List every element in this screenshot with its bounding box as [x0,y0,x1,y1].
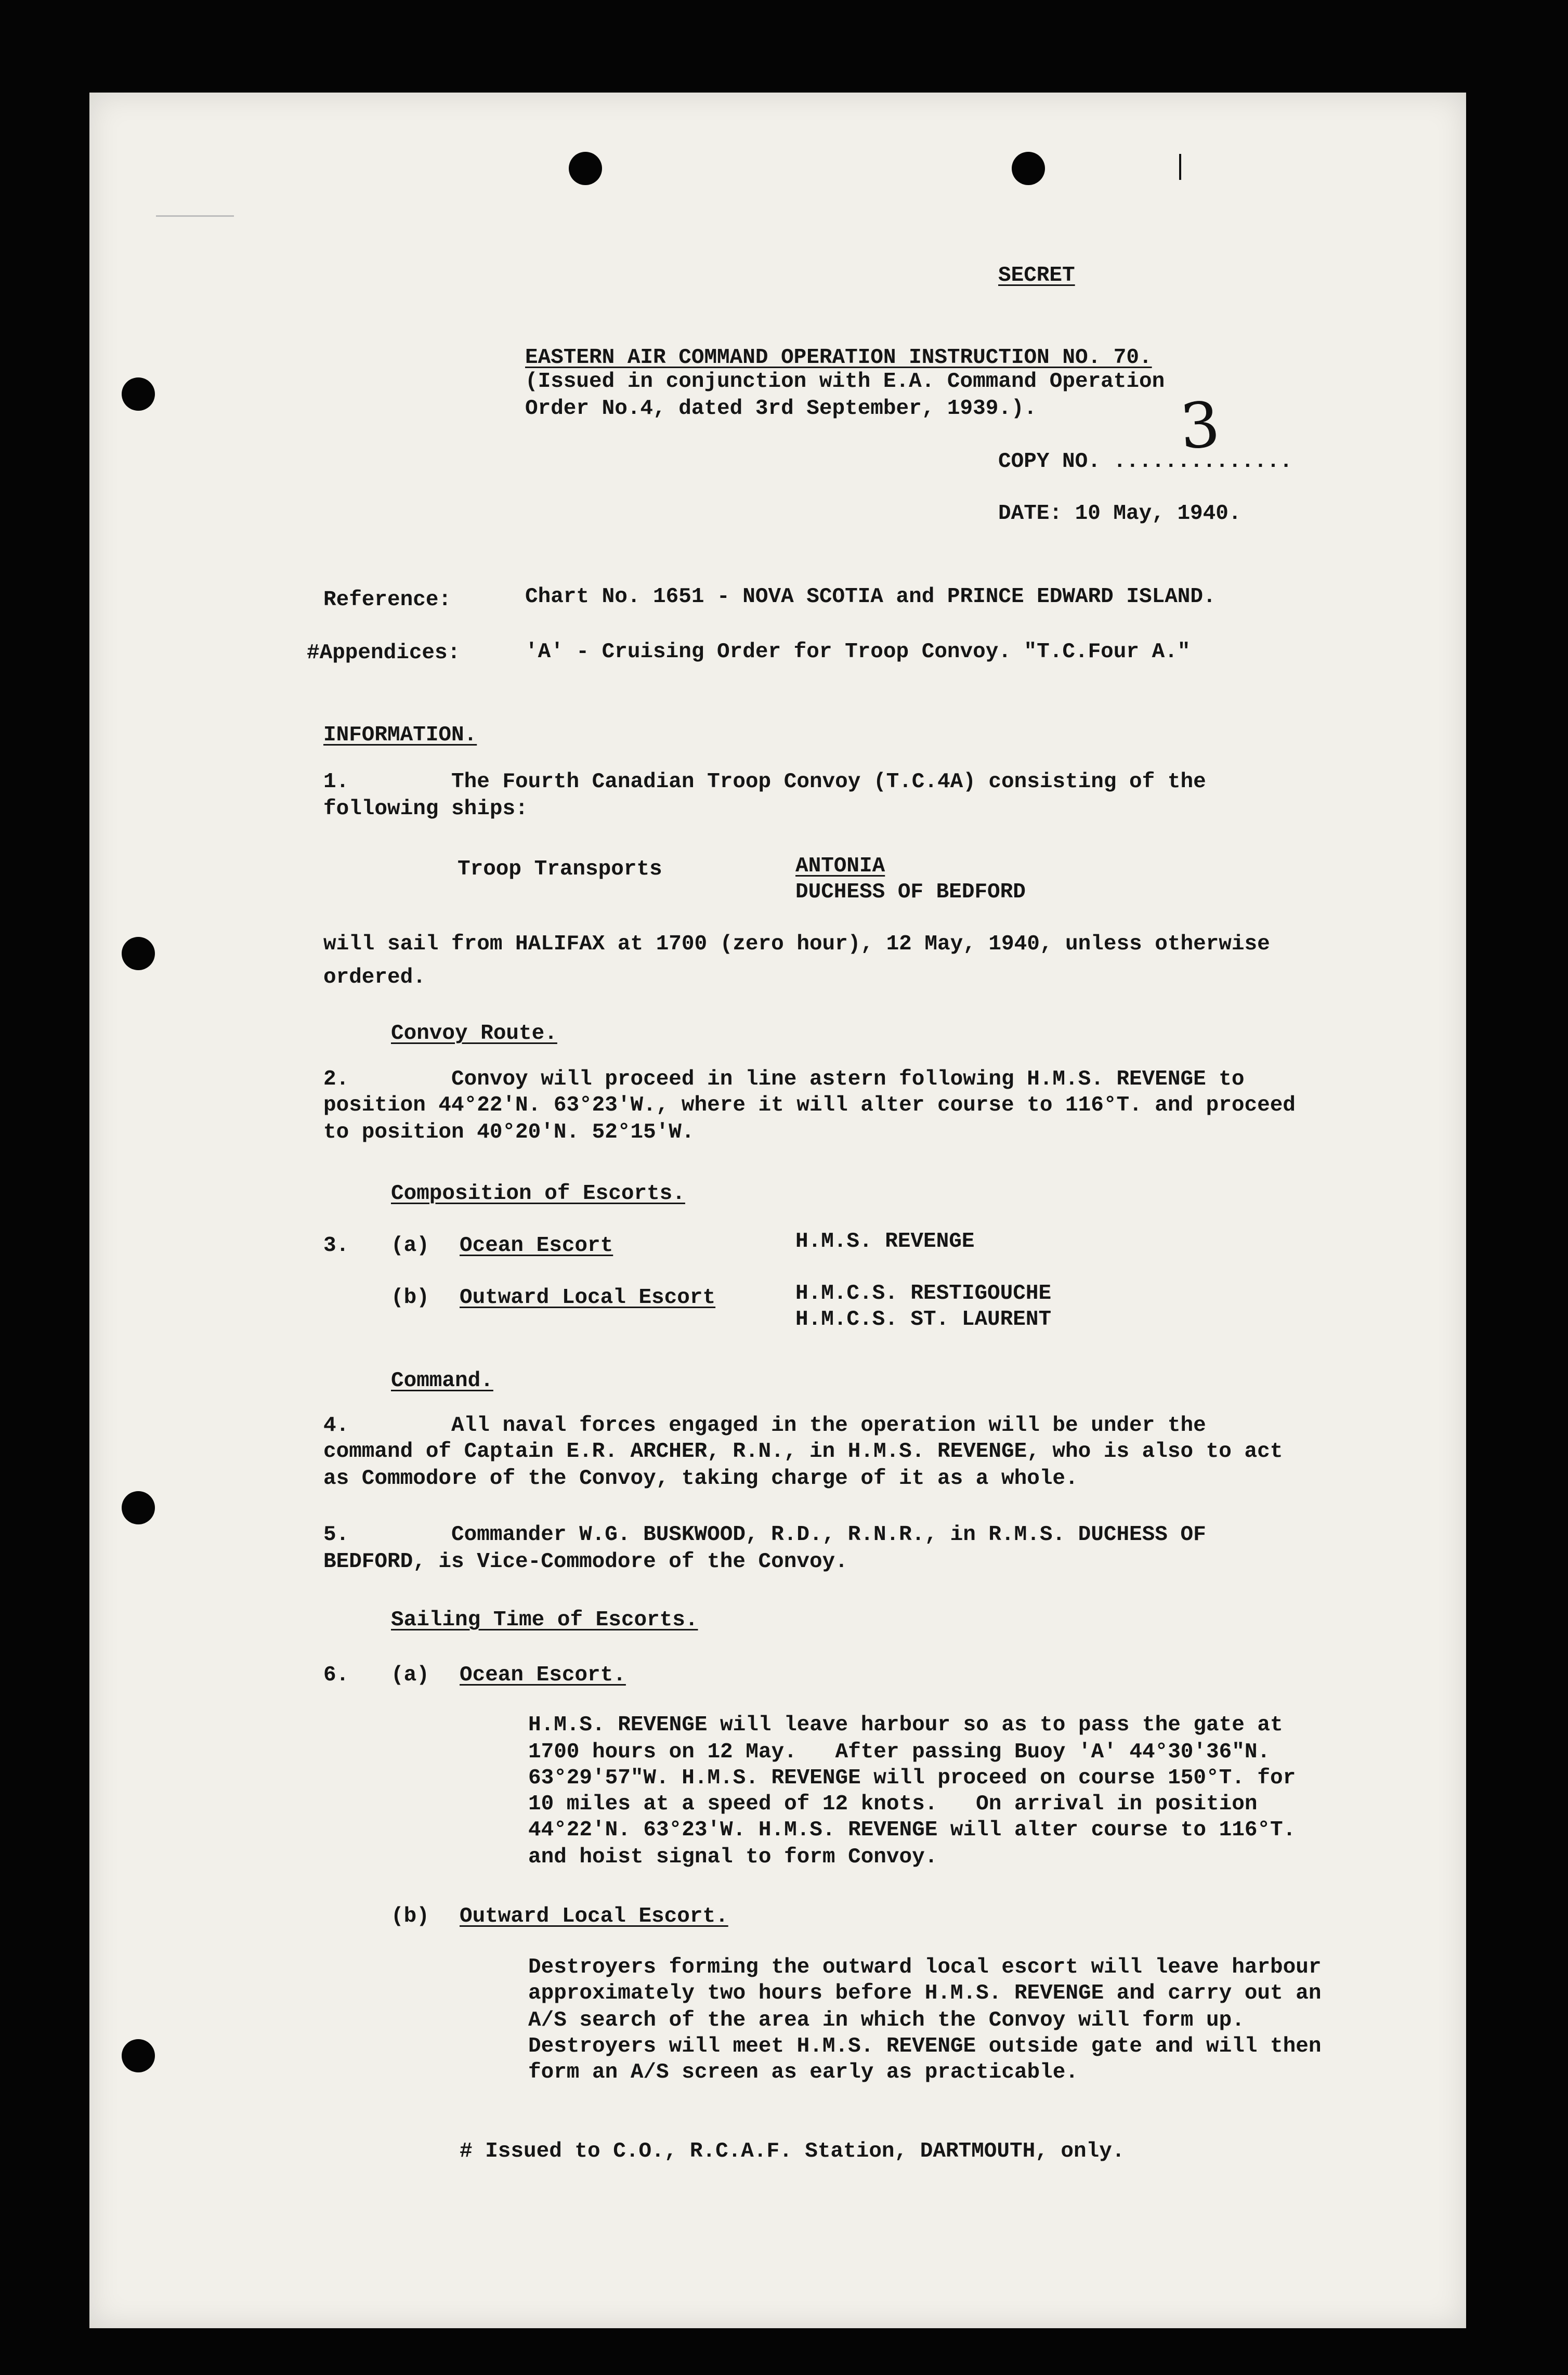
local-escort-instructions: Destroyers forming the outward local escort will leave harbour [528,1955,1322,1979]
paragraph-4: command of Captain E.R. ARCHER, R.N., in H.M.S. REVENGE, who is also to act [323,1440,1283,1464]
instruction-subtitle: Order No.4, dated 3rd September, 1939.). [525,397,1037,421]
margin-mark [156,215,234,217]
classification-label: SECRET [998,264,1075,288]
local-escort-title: Outward Local Escort [460,1286,716,1310]
paragraph-2: to position 40°20'N. 52°15'W. [323,1120,695,1144]
punch-hole [1012,152,1045,185]
appendices-value: 'A' - Cruising Order for Troop Convoy. "T.C.Four A." [525,640,1191,664]
instruction-title: EASTERN AIR COMMAND OPERATION INSTRUCTION NO. 70. [525,346,1152,370]
local-escort-instructions: form an A/S screen as early as practicable. [528,2060,1078,2084]
document-date: DATE: 10 May, 1940. [998,502,1242,526]
command-heading: Command. [391,1369,493,1393]
punch-hole [569,152,602,185]
local-escort-instructions: A/S search of the area in which the Convoy will form up. [528,2008,1245,2032]
ocean-escort-ship: H.M.S. REVENGE [795,1230,975,1254]
local-escort-ship: H.M.C.S. ST. LAURENT [795,1308,1052,1332]
sailing-item-label: (b) [391,1904,429,1928]
escort-item-label: (b) [391,1286,429,1310]
escorts-heading: Composition of Escorts. [391,1182,685,1206]
margin-tick [1179,154,1181,180]
paragraph-1: following ships: [323,797,528,821]
paragraph-3-number: 3. [323,1234,349,1258]
reference-label: Reference: [323,588,452,612]
local-escort-instructions: Destroyers will meet H.M.S. REVENGE outside gate and will then [528,2034,1322,2058]
paragraph-4: 4. All naval forces engaged in the operation will be under the [323,1414,1206,1438]
transport-ship: DUCHESS OF BEDFORD [795,880,1026,904]
punch-hole [122,2039,155,2072]
ocean-escort-instructions: 10 miles at a speed of 12 knots. On arrival in position [528,1792,1258,1816]
appendices-label: #Appendices: [307,641,461,665]
ocean-escort-instructions: H.M.S. REVENGE will leave harbour so as to pass the gate at [528,1713,1283,1737]
ocean-escort-title: Ocean Escort [460,1234,613,1258]
paragraph-1: 1. The Fourth Canadian Troop Convoy (T.C.4A) consisting of the [323,770,1206,794]
copy-number-label: COPY NO. .............. [998,450,1292,474]
convoy-route-heading: Convoy Route. [391,1022,557,1046]
local-escort-instructions: approximately two hours before H.M.S. REVENGE and carry out an [528,1981,1322,2005]
paragraph-4: as Commodore of the Convoy, taking charge of it as a whole. [323,1467,1078,1491]
paragraph-5: BEDFORD, is Vice-Commodore of the Convoy. [323,1550,848,1574]
instruction-subtitle: (Issued in conjunction with E.A. Command Operation [525,370,1165,394]
escort-item-label: (a) [391,1234,429,1258]
local-escort-subheading: Outward Local Escort. [460,1904,728,1928]
reference-value: Chart No. 1651 - NOVA SCOTIA and PRINCE EDWARD ISLAND. [525,585,1216,609]
paragraph-5: 5. Commander W.G. BUSKWOOD, R.D., R.N.R., in R.M.S. DUCHESS OF [323,1523,1206,1547]
punch-hole [122,377,155,411]
transports-label: Troop Transports [458,857,662,881]
punch-hole [122,937,155,970]
paragraph-2: position 44°22'N. 63°23'W., where it will alter course to 116°T. and proceed [323,1093,1296,1117]
sailing-heading: Sailing Time of Escorts. [391,1608,698,1632]
ocean-escort-subheading: Ocean Escort. [460,1663,626,1687]
transport-ship: ANTONIA [795,854,885,878]
local-escort-ship: H.M.C.S. RESTIGOUCHE [795,1282,1052,1306]
sailing-statement: will sail from HALIFAX at 1700 (zero hour), 12 May, 1940, unless otherwise [323,932,1270,956]
punch-hole [122,1491,155,1524]
paragraph-6-number: 6. [323,1663,349,1687]
copy-number-handwritten: 3 [1178,388,1223,464]
ocean-escort-instructions: 1700 hours on 12 May. After passing Buoy 'A' 44°30'36"N. [528,1740,1271,1764]
footnote: # Issued to C.O., R.C.A.F. Station, DARTMOUTH, only. [460,2139,1125,2163]
ocean-escort-instructions: and hoist signal to form Convoy. [528,1845,938,1869]
ocean-escort-instructions: 63°29'57"W. H.M.S. REVENGE will proceed on course 150°T. for [528,1766,1296,1790]
sailing-item-label: (a) [391,1663,429,1687]
ocean-escort-instructions: 44°22'N. 63°23'W. H.M.S. REVENGE will alter course to 116°T. [528,1818,1296,1842]
information-heading: INFORMATION. [323,723,477,747]
paragraph-2: 2. Convoy will proceed in line astern following H.M.S. REVENGE to [323,1067,1245,1091]
sailing-statement: ordered. [323,965,426,989]
